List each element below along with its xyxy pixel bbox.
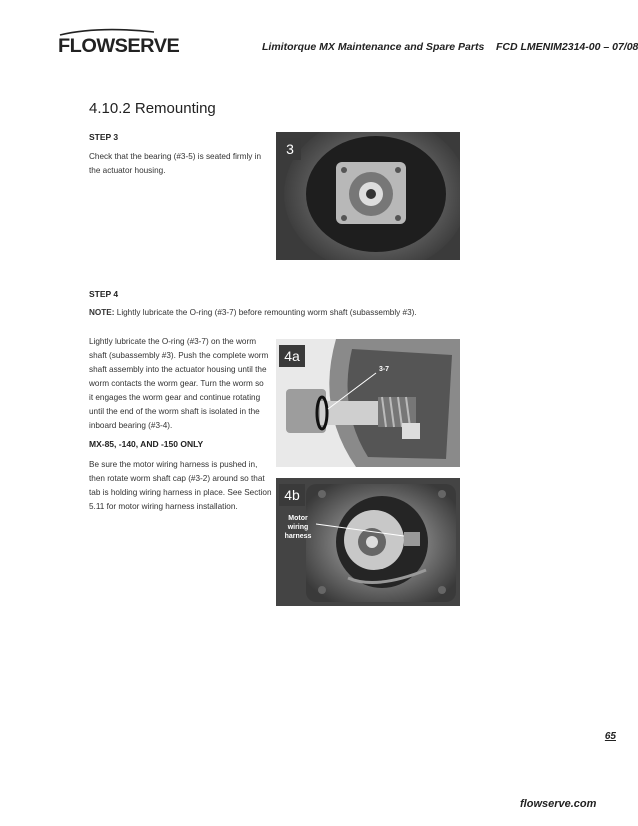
footer-url[interactable]: flowserve.com <box>520 798 597 810</box>
page-number: 65 <box>604 731 616 742</box>
step-4-label: STEP 4 <box>89 289 119 299</box>
step-4-note <box>89 308 417 317</box>
document-header <box>262 41 638 53</box>
model-subtext: Be sure the motor wiring harness is pushed in, then rotate worm shaft cap (#3-2) around so that tab is holding wiring harness in place. See Section 5.11 for motor wiring harness installation. <box>89 460 272 511</box>
section-title: 4.10.2 Remounting <box>89 100 216 117</box>
bearing-housing-image <box>276 132 460 260</box>
flowserve-logo: FLOWSERVE <box>58 36 180 57</box>
step-3-label: STEP 3 <box>89 132 119 142</box>
model-subhead: MX-85, -140, AND -150 ONLY <box>89 439 204 449</box>
step-4a-photo <box>276 339 460 467</box>
callout-o-ring: 3-7 <box>378 366 390 373</box>
photo-badge: 3 <box>279 138 301 160</box>
logo-swoosh <box>58 28 158 36</box>
step-3-photo <box>276 132 460 260</box>
note-text: Lightly lubricate the O-ring (#3-7) before remounting worm shaft (subassembly #3). <box>114 308 417 317</box>
step-4b-photo <box>276 478 460 606</box>
callout-motor-wiring-harness: Motor wiring harness <box>284 515 312 540</box>
note-label: NOTE: <box>89 308 115 317</box>
step-3-text: Check that the bearing (#3-5) is seated firmly in the actuator housing. <box>89 152 262 175</box>
doc-code: FCD LMENIM2314-00 – 07/08 <box>495 41 638 53</box>
step-4-text: Lightly lubricate the O-ring (#3-7) on the worm shaft (subassembly #3). Push the complete worm shaft assembly into the actuator housing until the worm contacts the worm gear. Turn the worm so it engages the worm gear and continue rotating until the end of the worm shaft is isolated in the inboard bearing (#3-4). <box>89 337 269 430</box>
doc-title: Limitorque MX Maintenance and Spare Parts <box>262 41 485 53</box>
photo-badge: 4b <box>279 484 305 506</box>
photo-badge: 4a <box>279 345 305 367</box>
